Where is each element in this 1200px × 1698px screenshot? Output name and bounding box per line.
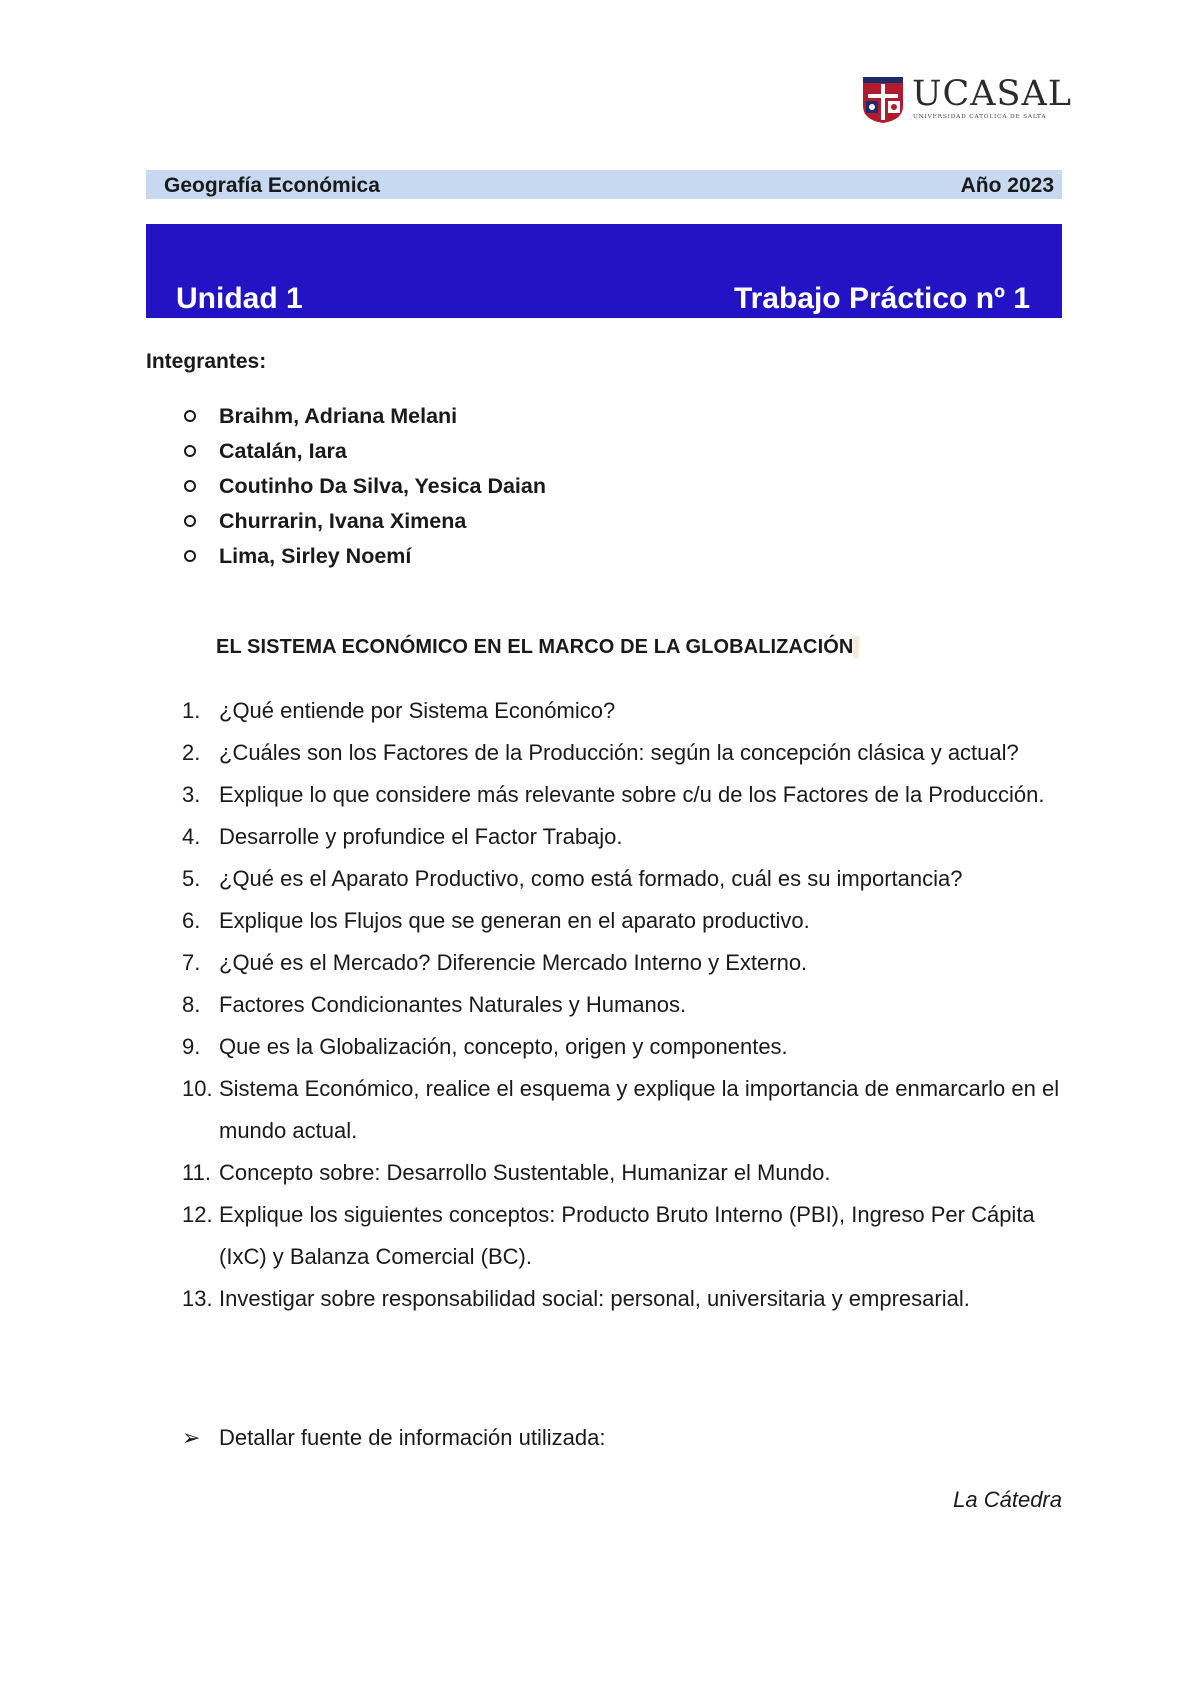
- highlight-mark: [853, 636, 859, 658]
- question-text: Explique los siguientes conceptos: Producto Bruto Interno (PBI), Ingreso Per Cápita (IxC) y Balanza Comercial (BC).: [219, 1202, 1035, 1269]
- arrow-bullet-icon: ➢: [182, 1425, 201, 1450]
- question-item: [146, 984, 1066, 1026]
- unit-title: Unidad 1: [176, 282, 303, 315]
- member-name: Catalán, Iara: [219, 439, 347, 463]
- member-name: Coutinho Da Silva, Yesica Daian: [219, 474, 546, 498]
- question-number: 8.: [182, 992, 201, 1017]
- question-text: ¿Qué entiende por Sistema Económico?: [219, 698, 616, 723]
- question-number: 10.: [182, 1076, 213, 1101]
- section-title-text: EL SISTEMA ECONÓMICO EN EL MARCO DE LA GLOBALIZACIÓN: [216, 636, 854, 658]
- question-number: 5.: [182, 866, 201, 891]
- question-text: ¿Cuáles son los Factores de la Producción: según la concepción clásica y actual?: [219, 740, 1019, 765]
- question-number: 3.: [182, 782, 201, 807]
- section-title: [216, 636, 859, 659]
- course-title: Geografía Económica: [164, 174, 380, 197]
- member-name: Churrarin, Ivana Ximena: [219, 509, 467, 533]
- question-item: [146, 690, 1066, 732]
- unit-header-band: [146, 224, 1062, 318]
- member-name: Lima, Sirley Noemí: [219, 544, 412, 568]
- course-year: Año 2023: [960, 174, 1054, 197]
- question-item: [146, 942, 1066, 984]
- practical-work-title: Trabajo Práctico nº 1: [733, 282, 1030, 315]
- question-text: Sistema Económico, realice el esquema y explique la importancia de enmarcarlo en el mundo actual.: [219, 1076, 1060, 1143]
- members-label: Integrantes:: [146, 350, 267, 373]
- question-number: 6.: [182, 908, 201, 933]
- logo-subtitle: UNIVERSIDAD CATÓLICA DE SALTA: [913, 114, 1047, 120]
- detail-text: Detallar fuente de información utilizada:: [219, 1425, 606, 1450]
- circle-bullet-icon: [184, 410, 196, 422]
- question-number: 13.: [182, 1286, 213, 1311]
- question-number: 1.: [182, 698, 201, 723]
- question-number: 12.: [182, 1202, 213, 1227]
- question-number: 7.: [182, 950, 201, 975]
- question-text: Desarrolle y profundice el Factor Trabajo.: [219, 824, 623, 849]
- question-text: Que es la Globalización, concepto, origen y componentes.: [219, 1034, 788, 1059]
- question-number: 11.: [182, 1160, 211, 1185]
- question-text: Explique lo que considere más relevante sobre c/u de los Factores de la Producción.: [219, 782, 1045, 807]
- question-item: [146, 858, 1066, 900]
- question-item: [146, 774, 1066, 816]
- question-text: Investigar sobre responsabilidad social: personal, universitaria y empresarial.: [219, 1286, 970, 1311]
- question-item: [146, 1194, 1066, 1278]
- questions-list: [146, 690, 1066, 1320]
- logo-wordmark: UCASAL: [912, 74, 1073, 114]
- question-item: [146, 1152, 1066, 1194]
- course-header-band: [146, 170, 1062, 199]
- circle-bullet-icon: [184, 550, 196, 562]
- question-text: Explique los Flujos que se generan en el aparato productivo.: [219, 908, 810, 933]
- ucasal-logo: [862, 74, 1073, 126]
- question-item: [146, 1026, 1066, 1068]
- question-text: ¿Qué es el Mercado? Diferencie Mercado Interno y Externo.: [219, 950, 808, 975]
- member-name: Braihm, Adriana Melani: [219, 404, 458, 428]
- question-number: 2.: [182, 740, 201, 765]
- circle-bullet-icon: [184, 480, 196, 492]
- question-item: [146, 1278, 1066, 1320]
- circle-bullet-icon: [184, 445, 196, 457]
- question-item: [146, 816, 1066, 858]
- question-text: Concepto sobre: Desarrollo Sustentable, Humanizar el Mundo.: [219, 1160, 831, 1185]
- question-number: 4.: [182, 824, 201, 849]
- question-text: ¿Qué es el Aparato Productivo, como está formado, cuál es su importancia?: [219, 866, 963, 891]
- university-shield-icon: [862, 76, 904, 124]
- question-item: [146, 732, 1066, 774]
- question-item: [146, 900, 1066, 942]
- question-number: 9.: [182, 1034, 201, 1059]
- circle-bullet-icon: [184, 515, 196, 527]
- question-item: [146, 1068, 1066, 1152]
- question-text: Factores Condicionantes Naturales y Humanos.: [219, 992, 687, 1017]
- signature: La Cátedra: [953, 1487, 1062, 1512]
